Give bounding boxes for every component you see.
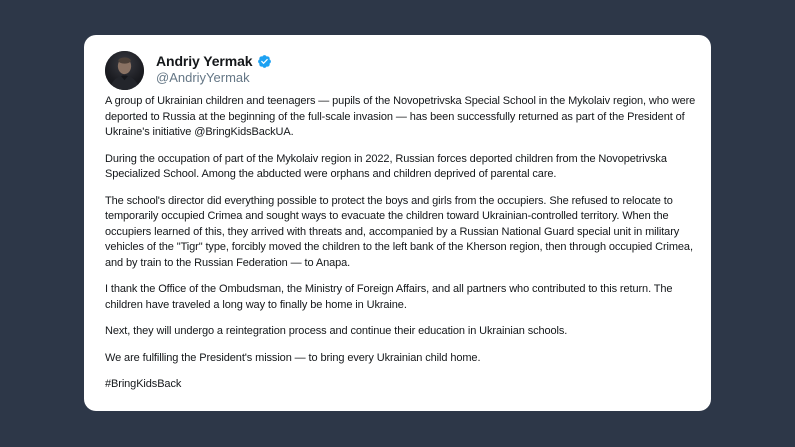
profile-photo-icon — [105, 51, 144, 90]
tweet-body — [105, 94, 698, 393]
tweet-card — [84, 35, 711, 411]
author-name-row — [156, 53, 272, 69]
avatar[interactable] — [105, 51, 144, 90]
author-handle[interactable]: @AndriyYermak — [156, 70, 250, 85]
tweet-paragraph-1: A group of Ukrainian children and teenagers — pupils of the Novopetrivska Special School in the Mykolaiv region, who were deported to Russia at the beginning of the full-scale invasion — has been successfully returned as part of the President of Ukraine's initiative @BringKidsBackUA. — [105, 95, 696, 138]
author-display-name[interactable]: Andriy Yermak — [156, 53, 253, 69]
tweet-paragraph-6: We are fulfilling the President's mission — to bring every Ukrainian child home. — [105, 351, 481, 364]
tweet-paragraph-2: During the occupation of part of the Mykolaiv region in 2022, Russian forces deported children from the Novopetrivska Specialized School. Among the abducted were orphans and children deprived of parental care. — [105, 152, 667, 180]
author-identity — [156, 51, 272, 86]
tweet-hashtag[interactable]: #BringKidsBack — [105, 378, 182, 390]
tweet-paragraph-3: The school's director did everything possible to protect the boys and girls from the occupiers. She refused to relocate to temporarily occupied Crimea and sought ways to evacuate the children toward Ukrainian-controlled territory. When the occupiers learned of this, they arrived with threats and, accompanied by a Russian National Guard special unit in military vehicles of the "Tigr" type, forcibly moved the children to the left bank of the Kherson region, then through occupied Crimea, and by train to the Russian Federation — to Anapa. — [105, 194, 693, 269]
verified-badge-icon — [257, 54, 272, 69]
tweet-paragraph-5: Next, they will undergo a reintegration process and continue their education in Ukrainian schools. — [105, 325, 568, 337]
tweet-header — [105, 51, 698, 90]
tweet-paragraph-4: I thank the Office of the Ombudsman, the Ministry of Foreign Affairs, and all partners who contributed to this return. The children have traveled a long way to finally be home in Ukraine. — [105, 283, 673, 311]
